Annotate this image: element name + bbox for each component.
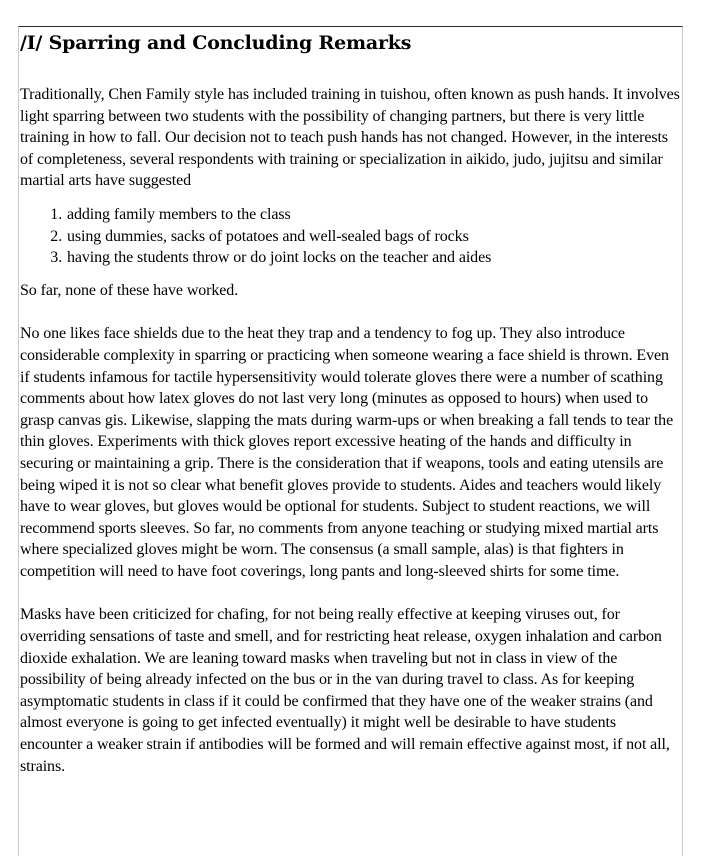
list-item: 3. having the students throw or do joint locks on the teacher and aides: [66, 247, 682, 269]
paragraph-so-far: So far, none of these have worked.: [20, 281, 239, 299]
suggestions-list: [19, 204, 682, 269]
section-heading: /I/ Sparring and Concluding Remarks: [20, 32, 412, 54]
document-page: [18, 26, 683, 856]
paragraph-intro: Traditionally, Chen Family style has included training in tuishou, often known as push hands. It involves light sparring between two students with the possibility of changing partners, but there is very little training in how to fall. Our decision not to teach push hands has not changed. However, in the interests of completeness, several respondents with training or specialization in aikido, judo, jujitsu and similar martial arts have suggested: [20, 86, 680, 190]
paragraph-face-shields: No one likes face shields due to the heat they trap and a tendency to fog up. They also introduce considerable complexity in sparring or practicing when someone wearing a face shield is thrown. Even if students infamous for tactile hypersensitivity would tolerate gloves there were a number of scathing comments about how latex gloves do not last very long (minutes as opposed to hours) when used to grasp canvas gis. Likewise, slapping the mats during warm-ups or when breaking a fall tends to tear the thin gloves. Experiments with thick gloves report excessive heating of the hands and difficulty in securing or maintaining a grip. There is the consideration that if weapons, tools and eating utensils are being wiped it is not so clear what benefit gloves provide to students. Aides and teachers would likely have to wear gloves, but gloves would be optional for students. Subject to student reactions, we will recommend sports sleeves. So far, no comments from anyone teaching or studying mixed martial arts where specialized gloves might be worn. The consensus (a small sample, alas) is that fighters in competition will need to have foot coverings, long pants and long-sleeved shirts for some time.: [20, 325, 674, 580]
list-item: 2. using dummies, sacks of potatoes and well-sealed bags of rocks: [66, 226, 682, 248]
paragraph-masks: Masks have been criticized for chafing, for not being really effective at keeping viruses out, for overriding sensations of taste and smell, and for restricting heat release, oxygen inhalation and carbon dioxide exhalation. We are leaning toward masks when traveling but not in class in view of the possibility of being already infected on the bus or in the van during travel to class. As for keeping asymptomatic students in class if it could be confirmed that they have one of the weaker strains (and almost everyone is going to get infected eventually) it might well be desirable to have students encounter a weaker strain if antibodies will be formed and will remain effective against most, if not all, strains.: [20, 606, 670, 775]
list-item: 1. adding family members to the class: [66, 204, 682, 226]
